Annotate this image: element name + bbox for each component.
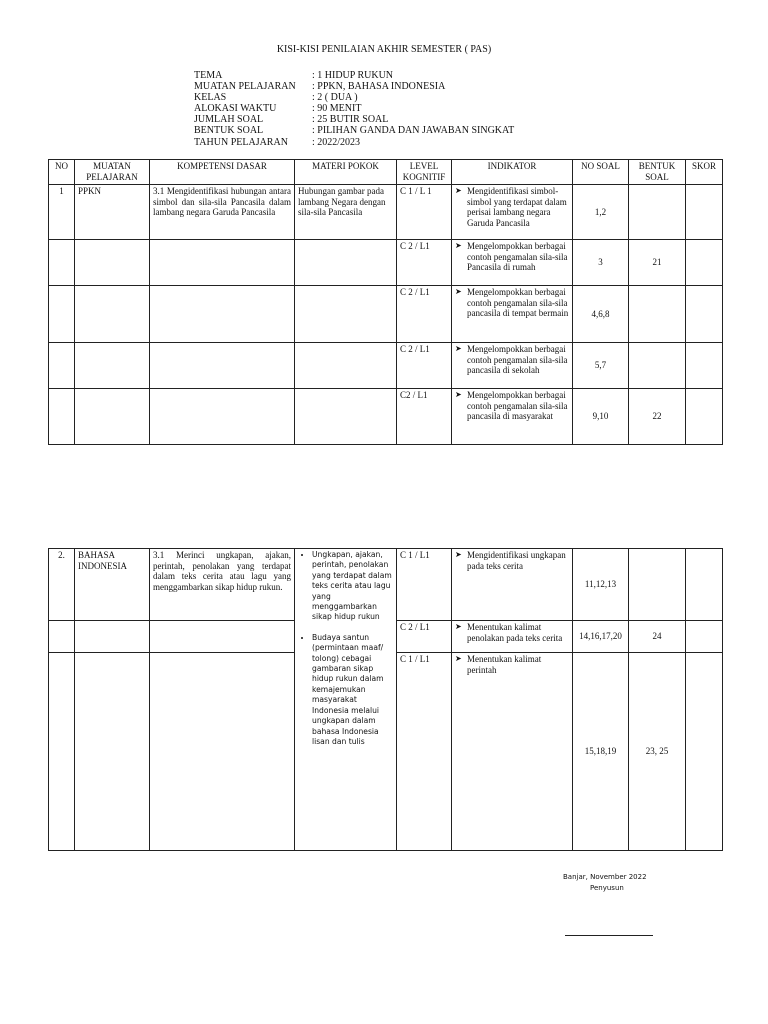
row-skor [686, 389, 723, 445]
arrow-bullet-icon: ➤ [455, 390, 462, 399]
row-indikator [452, 621, 573, 653]
table-row [49, 389, 723, 445]
meta-label: TAHUN PELAJARAN [194, 136, 288, 148]
row-bentuk: 24 [629, 621, 686, 653]
document-meta [194, 70, 514, 148]
row-skor [686, 185, 723, 240]
row-no: 1 [49, 185, 75, 240]
arrow-bullet-icon: ➤ [455, 186, 462, 195]
arrow-bullet-icon: ➤ [455, 654, 462, 663]
bahasa-table [48, 548, 723, 851]
row-indikator [452, 286, 573, 343]
indikator-text: Mengelompokkan berbagai contoh pengamalan sila-sila pancasila di tempat bermain [467, 287, 569, 318]
row-level: C 1 / L1 [397, 653, 452, 851]
arrow-bullet-icon: ➤ [455, 241, 462, 250]
meta-label: ALOKASI WAKTU [194, 103, 277, 115]
row-level: C 2 / L1 [397, 621, 452, 653]
meta-value: : PILIHAN GANDA DAN JAWABAN SINGKAT [312, 125, 515, 137]
header-level: LEVEL KOGNITIF [397, 160, 452, 185]
meta-label: MUATAN PELAJARAN [194, 81, 296, 93]
arrow-bullet-icon: ➤ [455, 550, 462, 559]
meta-jumlah [194, 114, 514, 125]
row-indikator [452, 185, 573, 240]
meta-value: : 2022/2023 [312, 136, 361, 148]
row-level: C 1 / L 1 [397, 185, 452, 240]
header-materi: MATERI POKOK [295, 160, 397, 185]
row-indikator [452, 240, 573, 286]
row-level: C 1 / L1 [397, 549, 452, 621]
row-no: 2. [49, 549, 75, 621]
meta-tema [194, 70, 514, 81]
arrow-bullet-icon: ➤ [455, 287, 462, 296]
row-materi: Hubungan gambar pada lambang Negara dengan sila-sila Pancasila [295, 185, 397, 240]
row-kd: 3.1 Mengidentifikasi hubungan antara simbol dan sila-sila Pancasila dalam lambang negara Garuda Pancasila [150, 185, 295, 240]
row-skor [686, 240, 723, 286]
materi-item: • Ungkapan, ajakan, perintah, penolakan yang terdapat dalam teks cerita atau lagu yang menggambarkan sikap hidup rukun [312, 550, 393, 623]
indikator-text: Menentukan kalimat perintah [467, 654, 542, 675]
header-kd: KOMPETENSI DASAR [150, 160, 295, 185]
table-row [49, 185, 723, 240]
row-bentuk [629, 549, 686, 621]
row-nosoal: 5,7 [573, 343, 629, 389]
row-nosoal: 9,10 [573, 389, 629, 445]
indikator-text: Menentukan kalimat penolakan pada teks cerita [467, 622, 563, 643]
row-skor [686, 621, 723, 653]
row-muatan: PPKN [75, 185, 150, 240]
row-skor [686, 286, 723, 343]
meta-value: : 25 BUTIR SOAL [312, 114, 389, 126]
indikator-text: Mengelompokkan berbagai contoh pengamalan sila-sila pancasila di masyarakat [467, 390, 568, 421]
signature-line [565, 935, 653, 936]
materi-item: • Budaya santun (permintaan maaf/ tolong) cebagai gambaran sikap hidup rukun dalam kemajemukan masyarakat Indonesia melalui ungkapan dalam bahasa Indonesia lisan dan tulis [312, 633, 393, 747]
meta-muatan [194, 81, 514, 92]
table-header-row [49, 160, 723, 185]
row-nosoal: 15,18,19 [573, 653, 629, 851]
meta-label: BENTUK SOAL [194, 125, 264, 137]
meta-value: : 90 MENIT [312, 103, 362, 115]
arrow-bullet-icon: ➤ [455, 344, 462, 353]
meta-value: : PPKN, BAHASA INDONESIA [312, 81, 446, 93]
ppkn-table [48, 159, 723, 445]
table-row [49, 286, 723, 343]
meta-label: KELAS [194, 92, 227, 104]
row-muatan: BAHASA INDONESIA [75, 549, 150, 621]
row-nosoal: 11,12,13 [573, 549, 629, 621]
row-bentuk [629, 286, 686, 343]
indikator-text: Mengelompokkan berbagai contoh pengamalan sila-sila pancasila di sekolah [467, 344, 568, 375]
document-title: KISI-KISI PENILAIAN AKHIR SEMESTER ( PAS) [276, 44, 492, 55]
row-nosoal: 14,16,17,20 [573, 621, 629, 653]
row-level: C2 / L1 [397, 389, 452, 445]
meta-value: : 1 HIDUP RUKUN [312, 70, 394, 81]
row-skor [686, 653, 723, 851]
row-bentuk: 21 [629, 240, 686, 286]
meta-label: TEMA [194, 70, 223, 81]
row-level: C 2 / L1 [397, 343, 452, 389]
header-nosoal: NO SOAL [573, 160, 629, 185]
row-bentuk [629, 185, 686, 240]
row-bentuk: 22 [629, 389, 686, 445]
row-indikator [452, 549, 573, 621]
indikator-text: Mengidentifikasi simbol-simbol yang terdapat dalam perisai lambang negara Garuda Pancasila [467, 186, 567, 228]
row-nosoal: 3 [573, 240, 629, 286]
table-row [49, 343, 723, 389]
row-level: C 2 / L1 [397, 286, 452, 343]
row-level: C 2 / L1 [397, 240, 452, 286]
row-kd: 3.1 Merinci ungkapan, ajakan, perintah, penolakan yang terdapat dalam teks cerita atau lagu yang menggambarkan sikap hidup rukun. [150, 549, 295, 621]
meta-tahun [194, 137, 514, 148]
table-row [49, 240, 723, 286]
arrow-bullet-icon: ➤ [455, 622, 462, 631]
row-indikator [452, 653, 573, 851]
row-bentuk: 23, 25 [629, 653, 686, 851]
meta-bentuk [194, 125, 514, 136]
signature-place-date: Banjar, November 2022 [563, 873, 647, 881]
row-materi [295, 549, 397, 851]
meta-value: : 2 ( DUA ) [312, 92, 358, 104]
row-nosoal: 1,2 [573, 185, 629, 240]
row-bentuk [629, 343, 686, 389]
row-nosoal: 4,6,8 [573, 286, 629, 343]
meta-label: JUMLAH SOAL [194, 114, 264, 126]
signature-block [563, 872, 693, 894]
header-muatan: MUATAN PELAJARAN [75, 160, 150, 185]
header-no: NO [49, 160, 75, 185]
header-indikator: INDIKATOR [452, 160, 573, 185]
row-skor [686, 549, 723, 621]
header-bentuk: BENTUK SOAL [629, 160, 686, 185]
row-indikator [452, 343, 573, 389]
signature-role: Penyusun [590, 884, 624, 892]
meta-alokasi [194, 103, 514, 114]
row-skor [686, 343, 723, 389]
table-row [49, 549, 723, 621]
row-indikator [452, 389, 573, 445]
indikator-text: Mengidentifikasi ungkapan pada teks cerita [467, 550, 566, 571]
indikator-text: Mengelompokkan berbagai contoh pengamalan sila-sila Pancasila di rumah [467, 241, 568, 272]
header-skor: SKOR [686, 160, 723, 185]
meta-kelas [194, 92, 514, 103]
